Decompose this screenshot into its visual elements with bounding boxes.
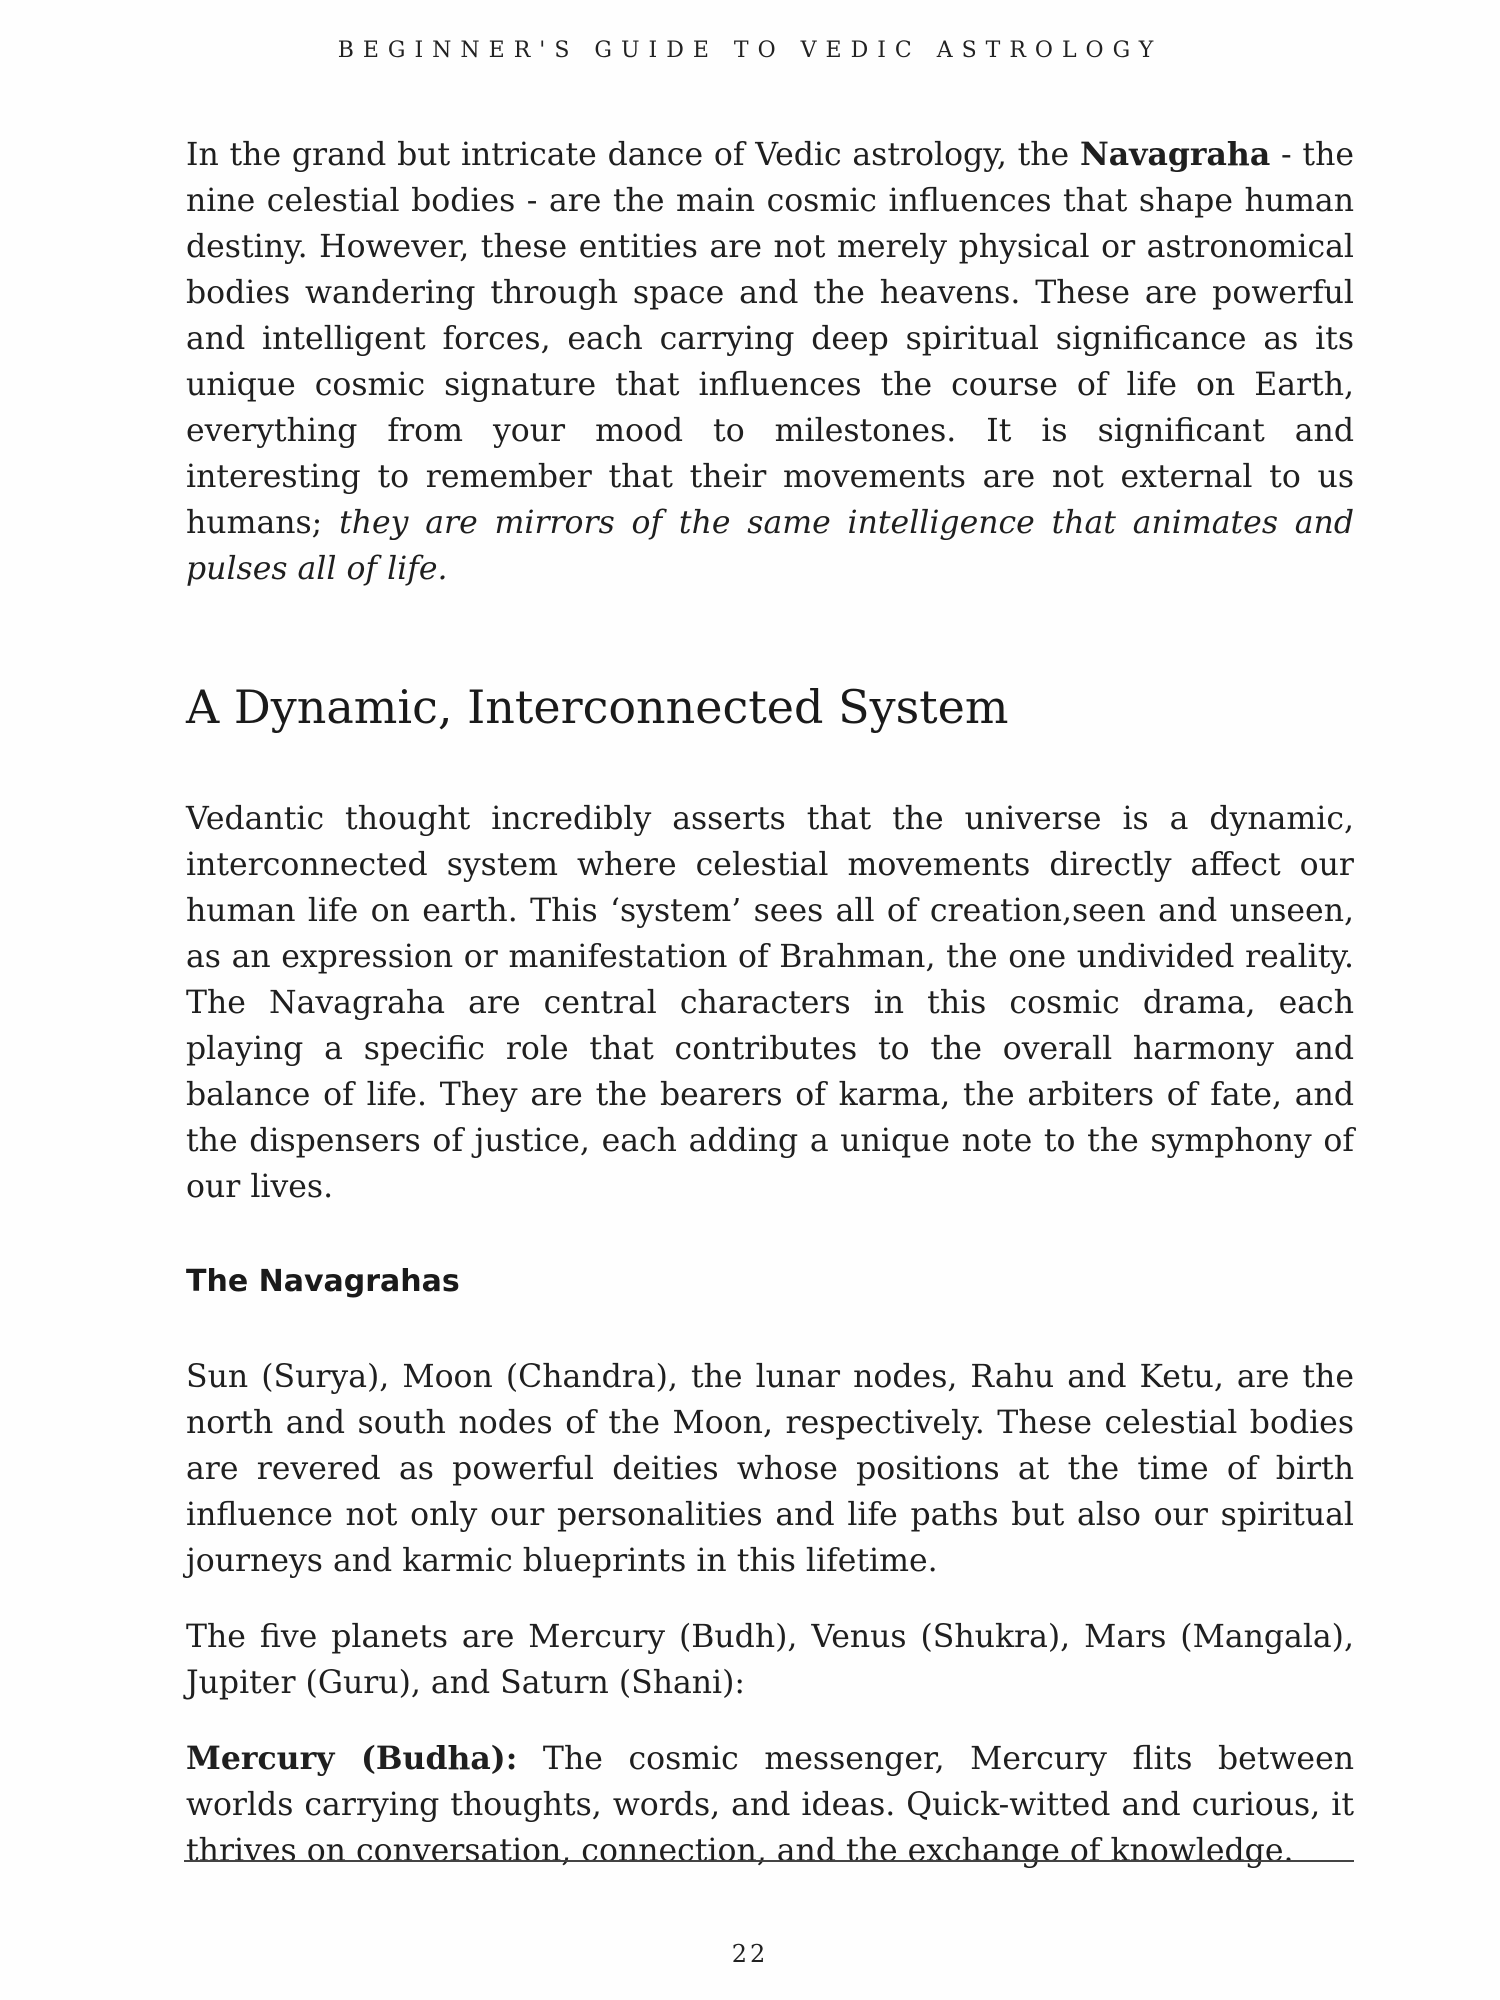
intro-paragraph xyxy=(186,132,1354,592)
intro-text-middle: - the nine celestial bodies - are the main cosmic influences that shape human destiny. However, these entities are not merely physical or astronomical bodies wandering through space and the heavens. These are powerful and intelligent forces, each carrying deep spiritual significance as its unique cosmic signature that influences the course of life on Earth, everything from your mood to milestones. It is significant and interesting to remember that their movements are not external to us humans; xyxy=(186,137,1354,541)
mercury-label: Mercury (Budha): xyxy=(186,1740,518,1777)
section-heading: A Dynamic, Interconnected System xyxy=(186,680,1009,734)
intro-italic-close: they are mirrors of the same intelligence that animates and pulses all of life. xyxy=(186,505,1354,587)
navagrahas-heading: The Navagrahas xyxy=(186,1264,460,1299)
page-content xyxy=(186,132,1354,1874)
mercury-paragraph xyxy=(186,1736,1354,1874)
footer-divider xyxy=(184,1860,1354,1862)
navagraha-term: Navagraha xyxy=(1079,136,1271,173)
intro-text-start: In the grand but intricate dance of Vedic astrology, the xyxy=(186,137,1080,173)
section-paragraph: Vedantic thought incredibly asserts that the universe is a dynamic, interconnected system where celestial movements directly affect our human life on earth. This ‘system’ sees all of creation,seen and unseen, as an expression or manifestation of Brahman, the one undivided reality. The Navagraha are central characters in this cosmic drama, each playing a specific role that contributes to the overall harmony and balance of life. They are the bearers of karma, the arbiters of fate, and the dispensers of justice, each adding a unique note to the symphony of our lives. xyxy=(186,801,1354,1205)
navagrahas-paragraph-2: The five planets are Mercury (Budh), Venus (Shukra), Mars (Mangala), Jupiter (Guru), and Saturn (Shani): xyxy=(186,1619,1354,1701)
running-header: BEGINNER'S GUIDE TO VEDIC ASTROLOGY xyxy=(337,38,1163,63)
mercury-text: The cosmic messenger, Mercury flits between worlds carrying thoughts, words, and ideas. Quick-witted and curious, it thrives on conversation, connection, and the exchange of knowledge. xyxy=(186,1741,1355,1869)
navagrahas-paragraph-1: Sun (Surya), Moon (Chandra), the lunar nodes, Rahu and Ketu, are the north and south nodes of the Moon, respectively. These celestial bodies are revered as powerful deities whose positions at the time of birth influence not only our personalities and life paths but also our spiritual journeys and karmic blueprints in this lifetime. xyxy=(186,1359,1354,1579)
page-number: 22 xyxy=(731,1940,769,1968)
